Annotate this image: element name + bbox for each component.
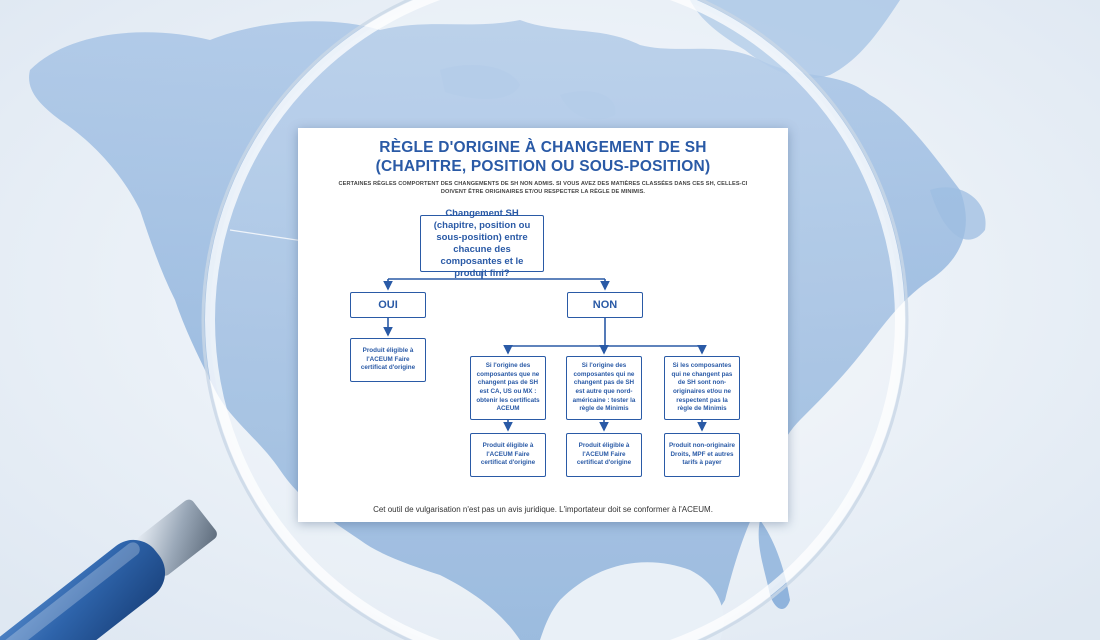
yes-result-box xyxy=(350,338,426,382)
subtitle-line-1: CERTAINES RÈGLES COMPORTENT DES CHANGEMENTS DE SH NON ADMIS. SI VOUS AVEZ DES MATIÈRES CLASSÉES DANS CES SH, CELLES-CI xyxy=(338,181,748,187)
question-text: Changement SH (chapitre, position ou sous-position) entre chacune des composantes et le produit fini? xyxy=(433,207,531,279)
yes-result-text: Produit éligible à l'ACEUM Faire certificat d'origine xyxy=(360,347,416,372)
result-text-3: Produit non-originaire Droits, MPF et autres tarifs à payer xyxy=(668,442,736,467)
condition-text-2: Si l'origine des composantes qui ne changent pas de SH est autre que nord-américaine : tester la règle de Minimis xyxy=(572,362,636,413)
condition-text-1: Si l'origine des composantes que ne changent pas de SH est CA, US ou MX : obtenir les certificats ACEUM xyxy=(476,362,540,413)
condition-box-2 xyxy=(566,356,642,420)
yes-box xyxy=(350,292,426,318)
disclaimer-footer: Cet outil de vulgarisation n'est pas un avis juridique. L'importateur doit se conformer à l'ACEUM. xyxy=(373,505,713,514)
no-box xyxy=(567,292,643,318)
result-box-3 xyxy=(664,433,740,477)
question-box xyxy=(420,207,544,279)
title-line-2: (CHAPITRE, POSITION OU SOUS-POSITION) xyxy=(375,158,711,175)
result-box-2 xyxy=(566,433,642,477)
condition-text-3: Si les composantes qui ne changent pas de SH sont non-originaires et/ou ne respectent pas la règle de Minimis xyxy=(671,362,733,413)
title-line-1: RÈGLE D'ORIGINE À CHANGEMENT DE SH xyxy=(379,139,707,156)
yes-label: OUI xyxy=(378,299,398,311)
condition-box-3 xyxy=(664,356,740,420)
result-text-2: Produit éligible à l'ACEUM Faire certificat d'origine xyxy=(576,442,632,467)
result-text-1: Produit éligible à l'ACEUM Faire certificat d'origine xyxy=(480,442,536,467)
flowchart-card xyxy=(298,128,788,522)
no-label: NON xyxy=(592,299,618,311)
condition-box-1 xyxy=(470,356,546,420)
subtitle-line-2: DOIVENT ÊTRE ORIGINAIRES ET/OU RESPECTER LA RÈGLE DE MINIMIS. xyxy=(440,189,646,195)
result-box-1 xyxy=(470,433,546,477)
